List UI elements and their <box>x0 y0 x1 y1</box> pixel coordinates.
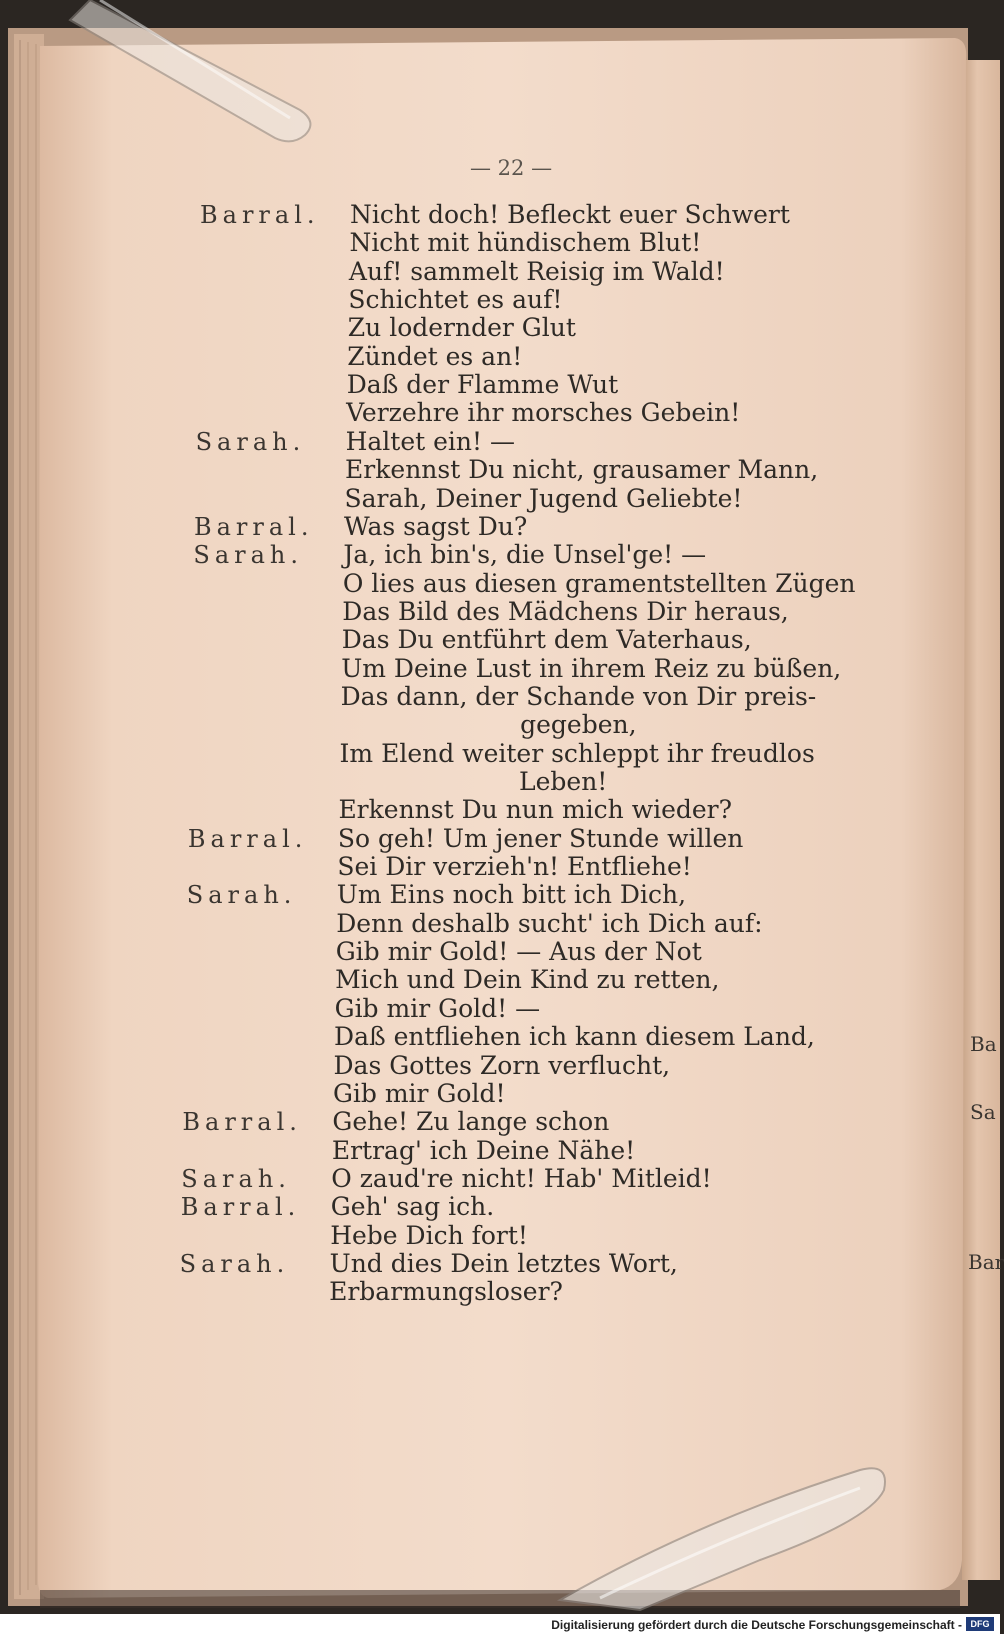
verse-line: Ertrag' ich Deine Nähe! <box>331 1135 636 1165</box>
next-page-fragment: Sa <box>970 1100 996 1124</box>
next-page-fragment: Bar <box>968 1250 1004 1274</box>
speaker-name: Barral. <box>187 824 308 853</box>
speaker-name: Barral. <box>193 512 314 541</box>
verse-line: Hebe Dich fort! <box>330 1220 528 1250</box>
verse-line: Daß der Flamme Wut <box>346 370 619 400</box>
next-page-fragment: Ba <box>970 1032 997 1056</box>
verse-line: Im Elend weiter schleppt ihr freudlos <box>339 738 815 768</box>
page-number: — 22 — <box>470 156 553 180</box>
speaker-name: Barral. <box>180 1193 301 1222</box>
verse-line: So geh! Um jener Stunde willen <box>337 823 744 853</box>
footer-credit: Digitalisierung gefördert durch die Deutsche Forschungsgemeinschaft - <box>551 1618 962 1632</box>
verse-line: Gehe! Zu lange schon <box>332 1107 610 1137</box>
verse-line: Haltet ein! — <box>345 426 516 456</box>
speaker-name: Sarah. <box>181 1164 291 1193</box>
speaker-name: Sarah. <box>193 541 304 570</box>
verse-line: Was sagst Du? <box>343 511 528 541</box>
verse-line: O lies aus diesen gramentstellten Zügen <box>342 568 856 598</box>
speaker-name: Sarah. <box>195 427 306 456</box>
verse-line: Schichtet es auf! <box>348 285 563 315</box>
verse-line: Mich und Dein Kind zu retten, <box>335 965 720 995</box>
verse-line: Und dies Dein letztes Wort, <box>329 1248 678 1278</box>
verse-line: Das Du entführt dem Vaterhaus, <box>341 625 752 655</box>
speaker-name: Barral. <box>200 201 320 229</box>
verse-line: Nicht doch! Befleckt euer Schwert <box>350 200 790 229</box>
verse-line: Sarah, Deiner Jugend Geliebte! <box>344 483 743 513</box>
verse-line: O zaud're nicht! Hab' Mitleid! <box>331 1163 712 1193</box>
verse-line: Gib mir Gold! <box>332 1078 506 1108</box>
speaker-name: Barral. <box>182 1108 302 1137</box>
verse-line: Zu lodernder Glut <box>347 313 576 343</box>
speaker-name: Sarah. <box>186 881 297 910</box>
verse-line: Auf! sammelt Reisig im Wald! <box>348 256 725 286</box>
verse-line: Sei Dir verzieh'n! Entfliehe! <box>337 852 692 882</box>
speaker-name: Sarah. <box>179 1249 290 1278</box>
verse-line: Ja, ich bin's, die Unsel'ge! — <box>343 540 707 570</box>
verse-line: Gib mir Gold! — <box>334 993 541 1023</box>
verse-line: Das Bild des Mädchens Dir heraus, <box>342 596 789 626</box>
verse-line: Erkennst Du nicht, grausamer Mann, <box>345 455 819 485</box>
dfg-logo: DFG <box>966 1617 994 1631</box>
verse-line: Nicht mit hündischem Blut! <box>349 228 702 258</box>
verse-line: Um Deine Lust in ihrem Reiz zu büßen, <box>341 653 842 683</box>
verse-line: gegeben, <box>520 710 637 740</box>
verse-line: Erkennst Du nun mich wieder? <box>338 795 733 825</box>
verse-line: Das dann, der Schande von Dir preis- <box>340 681 817 711</box>
verse-line: Verzehre ihr morsches Gebein! <box>346 398 741 428</box>
verse-line: Um Eins noch bitt ich Dich, <box>336 880 687 910</box>
verse-line: Geh' sag ich. <box>330 1192 495 1222</box>
verse-line: Leben! <box>519 767 608 796</box>
verse-line: Erbarmungsloser? <box>329 1277 563 1307</box>
verse-line: Zündet es an! <box>347 341 523 371</box>
verse-line: Daß entfliehen ich kann diesem Land, <box>334 1022 815 1052</box>
verse-line: Denn deshalb sucht' ich Dich auf: <box>336 908 763 938</box>
footer-bar <box>0 1614 1000 1634</box>
verse-line: Gib mir Gold! — Aus der Not <box>335 937 702 967</box>
verse-line: Das Gottes Zorn verflucht, <box>333 1050 671 1080</box>
